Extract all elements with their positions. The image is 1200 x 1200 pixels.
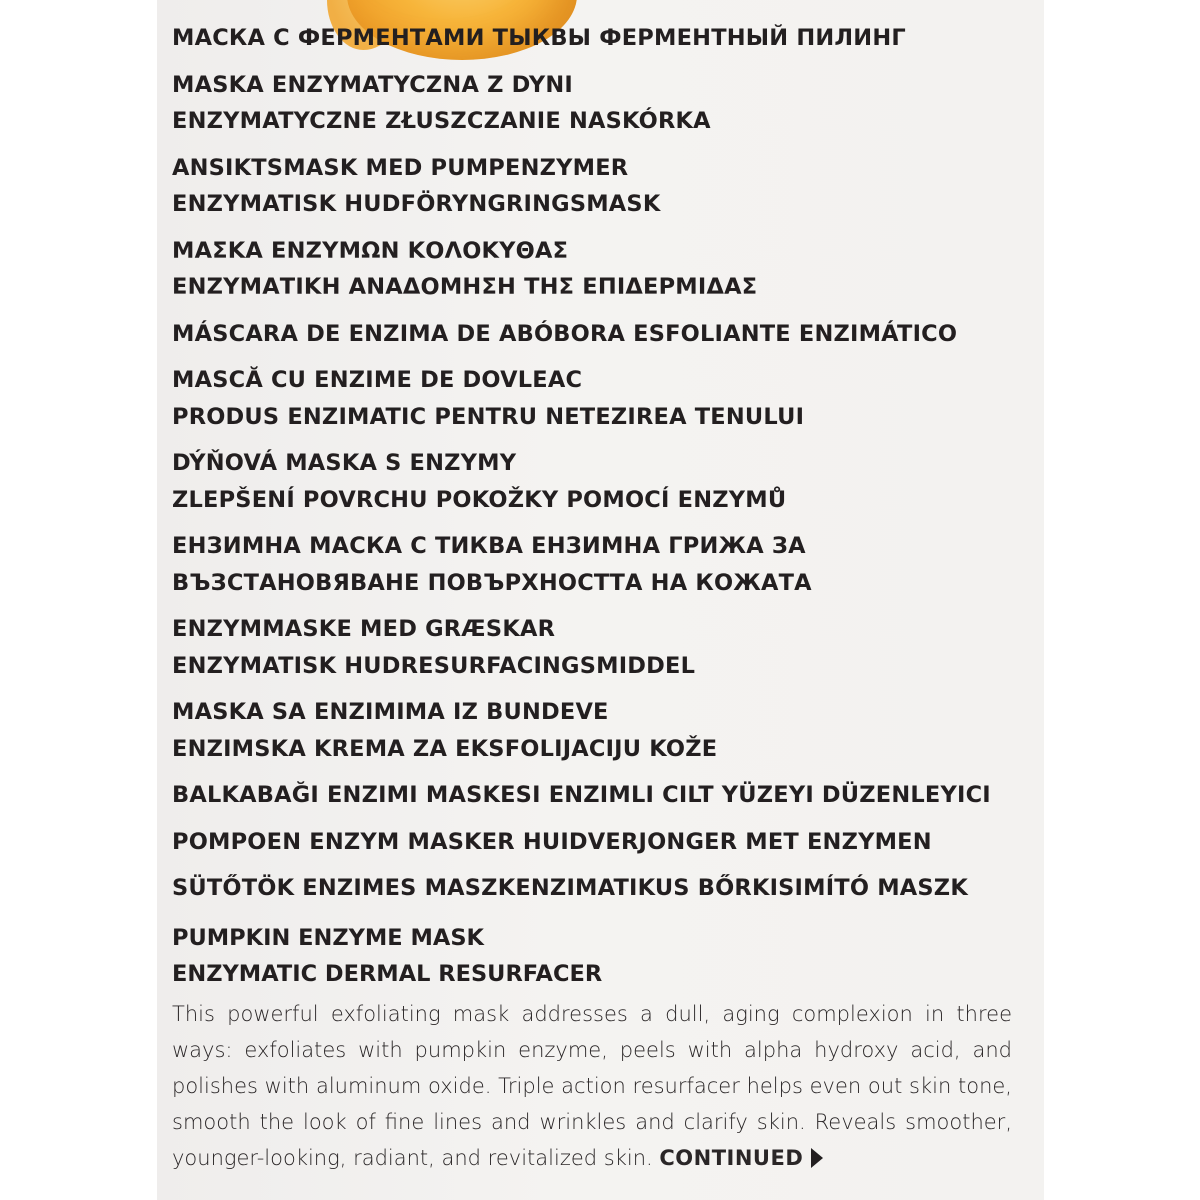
translation-line: ENZYMATYCZNE ZŁUSZCZANIE NASKÓRKA [172,108,711,134]
translation-line: PRODUS ENZIMATIC PENTRU NETEZIREA TENULUI [172,403,805,430]
translation-polish [172,67,1022,140]
translation-line: ENZYMATISK HUDRESURFACINGSMIDDEL [172,652,696,679]
translation-croatian [172,694,1022,767]
translation-line: ЕНЗИМНА МАСКА С ТИКВА ЕНЗИМНА ГРИЖА ЗА [172,533,806,559]
translation-line: SÜTŐTÖK ENZIMES MASZKENZIMATIKUS BŐRKISIMÍTÓ MASZK [172,875,968,901]
translation-turkish [172,777,1022,814]
translation-line: POMPOEN ENZYM MASKER HUIDVERJONGER MET ENZYMEN [172,828,932,855]
translation-swedish [172,150,1022,223]
translation-line: ΕΝΖΥΜΑΤΙΚΗ ΑΝΑΔΟΜΗΣΗ ΤΗΣ ΕΠΙΔΕΡΜΙΔΑΣ [172,274,758,300]
translation-greek [172,233,1022,306]
translation-line: ENZIMSKA KREMA ZA EKSFOLIJACIJU KOŽE [172,735,718,762]
continued-link[interactable] [659,1146,823,1170]
translation-line: DÝŇOVÁ MASKA S ENZYMY [172,450,517,476]
translation-czech [172,445,1022,518]
translation-line: MASCĂ CU ENZIME DE DOVLEAC [172,367,583,393]
translation-portuguese [172,316,1022,353]
translation-line: МАСКА С ФЕРМЕНТАМИ ТЫКВЫ ФЕРМЕНТНЫЙ ПИЛИНГ [172,25,906,51]
product-subtitle: ENZYMATIC DERMAL RESURFACER [172,961,603,987]
translation-line: ENZYMMASKE MED GRÆSKAR [172,616,556,642]
product-name: PUMPKIN ENZYME MASK [172,925,484,951]
translation-line: BALKABAĞI ENZIMI MASKESI ENZIMLI CILT YÜZEYI DÜZENLEYICI [172,782,991,808]
translation-bulgarian [172,528,1022,601]
translation-dutch [172,824,1022,861]
translation-line: ВЪЗСТАНОВЯВАНЕ ПОВЪРХНОСТТА НА КОЖАТА [172,569,812,596]
translation-line: ZLEPŠENÍ POVRCHU POKOŽKY POMOCÍ ENZYMŮ [172,486,787,513]
translation-line: ENZYMATISK HUDFÖRYNGRINGSMASK [172,191,661,217]
continued-label: CONTINUED [659,1146,804,1170]
translation-line: MASKA ENZYMATYCZNA Z DYNI [172,71,573,98]
translation-hungarian [172,870,1022,907]
translations-list [172,20,1022,917]
product-description [172,996,1012,1176]
translation-line: ANSIKTSMASK MED PUMPENZYMER [172,154,629,181]
translation-romanian [172,362,1022,435]
description-text: This powerful exfoliating mask addresses a dull, aging complexion in three ways: exfoliates with pumpkin enzyme, peels with alpha hydroxy acid, and polishes with aluminum oxide. Triple action resurfacer helps even out skin tone, smooth the look of fine lines and wrinkles and clarify skin. Reveals smoother, younger-looking, radiant, and revitalized skin. [172,1002,1012,1170]
translation-line: MASKA SA ENZIMIMA IZ BUNDEVE [172,699,609,725]
arrow-right-icon [811,1148,823,1168]
translation-line: ΜΑΣΚΑ ΕΝΖΥΜΩΝ ΚΟΛΟΚΥΘΑΣ [172,237,569,264]
translation-danish [172,611,1022,684]
english-section [172,920,1012,1176]
translation-line: MÁSCARA DE ENZIMA DE ABÓBORA ESFOLIANTE ENZIMÁTICO [172,320,958,347]
translation-russian [172,20,1022,57]
